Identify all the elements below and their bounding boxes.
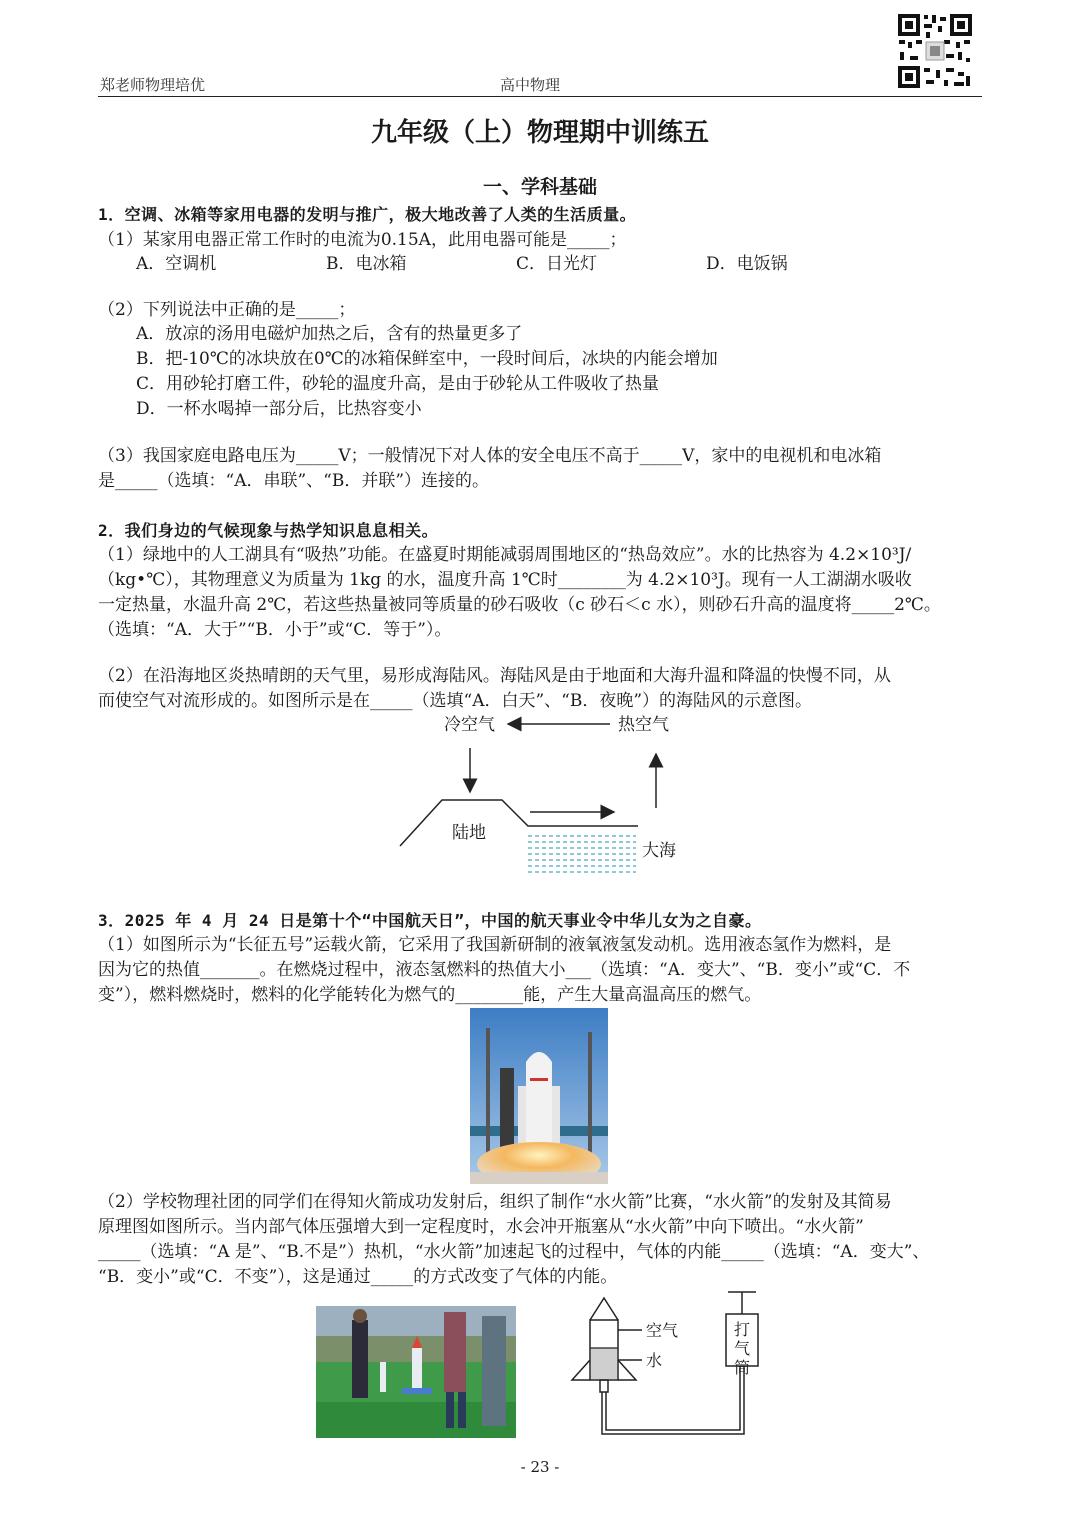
label-cold-air: 冷空气 xyxy=(444,715,495,735)
header-left: 郑老师物理培优 xyxy=(100,76,206,94)
q1-p2-option-d: D．一杯水喝掉一部分后，比热容变小 xyxy=(136,399,422,419)
label-water: 水 xyxy=(646,1351,663,1370)
q1-p2-option-c: C．用砂轮打磨工件，砂轮的温度升高，是由于砂轮从工件吸收了热量 xyxy=(136,374,660,394)
label-air: 空气 xyxy=(646,1321,679,1340)
q1-stem: 1．空调、冰箱等家用电器的发明与推广，极大地改善了人类的生活质量。 xyxy=(98,205,637,224)
q1-p1-option-a: A．空调机 xyxy=(136,254,217,274)
q1-p1-option-c: C．日光灯 xyxy=(516,254,598,274)
q2-stem: 2．我们身边的气候现象与热学知识息息相关。 xyxy=(98,521,439,540)
q3-part2-line2: 原理图如图所示。当内部气体压强增大到一定程度时，水会冲开瓶塞从“水火箭”中向下喷出。“水火箭” xyxy=(98,1217,864,1237)
q2-part2-line1: （2）在沿海地区炎热晴朗的天气里，易形成海陆风。海陆风是由于地面和大海升温和降温的快慢不同，从 xyxy=(98,666,891,686)
qr-code xyxy=(896,12,974,90)
q1-part3-line1: （3）我国家庭电路电压为_____V；一般情况下对人体的安全电压不高于_____V，家中的电视机和电冰箱 xyxy=(98,446,882,466)
water-rocket-photo xyxy=(316,1306,516,1438)
section-heading: 一、学科基础 xyxy=(482,176,597,198)
rocket-launch-photo xyxy=(470,1008,608,1184)
label-pump: 打气筒 xyxy=(734,1320,751,1377)
q1-p2-option-b: B．把-10℃的冰块放在0℃的冰箱保鲜室中，一段时间后，冰块的内能会增加 xyxy=(136,349,718,369)
q1-part3-line2: 是_____（选填：“A．串联”、“B．并联”）连接的。 xyxy=(98,471,490,491)
q3-part1-line1: （1）如图所示为“长征五号”运载火箭，它采用了我国新研制的液氧液氢发动机。选用液态氢作为燃料，是 xyxy=(98,935,892,955)
q1-part1: （1）某家用电器正常工作时的电流为0.15A，此用电器可能是_____； xyxy=(98,230,627,250)
q3-stem: 3．2025 年 4 月 24 日是第十个“中国航天日”，中国的航天事业令中华儿女为之自豪。 xyxy=(98,911,762,930)
q3-part1-line2: 因为它的热值_______。在燃烧过程中，液态氢燃料的热值大小___（选填：“A．变大”、“B．变小”或“C．不 xyxy=(98,960,911,980)
q2-part1-line4: （选填：“A．大于”“B．小于”或“C．等于”）。 xyxy=(98,620,452,640)
label-hot-air: 热空气 xyxy=(618,715,669,735)
label-land: 陆地 xyxy=(452,823,486,843)
q1-p1-option-b: B．电冰箱 xyxy=(326,254,407,274)
q2-part1-line3: 一定热量，水温升高 2℃，若这些热量被同等质量的砂石吸收（c 砂石＜c 水），则砂石升高的温度将_____2℃。 xyxy=(98,595,941,615)
page-number: - 23 - xyxy=(520,1458,560,1476)
header-center: 高中物理 xyxy=(500,76,561,94)
water-rocket-diagram xyxy=(560,1286,770,1446)
q3-part2-line4: “B．变小”或“C．不变”），这是通过_____的方式改变了气体的内能。 xyxy=(98,1267,618,1287)
q3-part2-line3: _____（选填：“A 是”、“B.不是”）热机，“水火箭”加速起飞的过程中，气体的内能_____（选填：“A．变大”、 xyxy=(98,1242,930,1262)
q1-p2-option-a: A．放凉的汤用电磁炉加热之后，含有的热量更多了 xyxy=(136,324,523,344)
label-sea: 大海 xyxy=(642,841,676,861)
q3-part1-line3: 变”），燃料燃烧时，燃料的化学能转化为燃气的________能，产生大量高温高压的燃气。 xyxy=(98,985,762,1005)
q2-part2-line2: 而使空气对流形成的。如图所示是在_____（选填“A．白天”、“B．夜晚”）的海陆风的示意图。 xyxy=(98,691,813,711)
header-rule xyxy=(98,96,982,97)
q2-part1-line2: （kg•℃），其物理意义为质量为 1kg 的水，温度升高 1℃时________为 4.2×10³J。现有一人工湖湖水吸收 xyxy=(98,570,912,590)
sea-land-breeze-diagram xyxy=(390,708,690,888)
q2-part1-line1: （1）绿地中的人工湖具有“吸热”功能。在盛夏时期能减弱周围地区的“热岛效应”。水的比热容为 4.2×10³J/ xyxy=(98,545,912,565)
q1-part2: （2）下列说法中正确的是_____； xyxy=(98,300,356,320)
page-title: 九年级（上）物理期中训练五 xyxy=(370,118,709,148)
q1-p1-option-d: D．电饭锅 xyxy=(706,254,788,274)
q3-part2-line1: （2）学校物理社团的同学们在得知火箭成功发射后，组织了制作“水火箭”比赛，“水火箭”的发射及其简易 xyxy=(98,1192,892,1212)
